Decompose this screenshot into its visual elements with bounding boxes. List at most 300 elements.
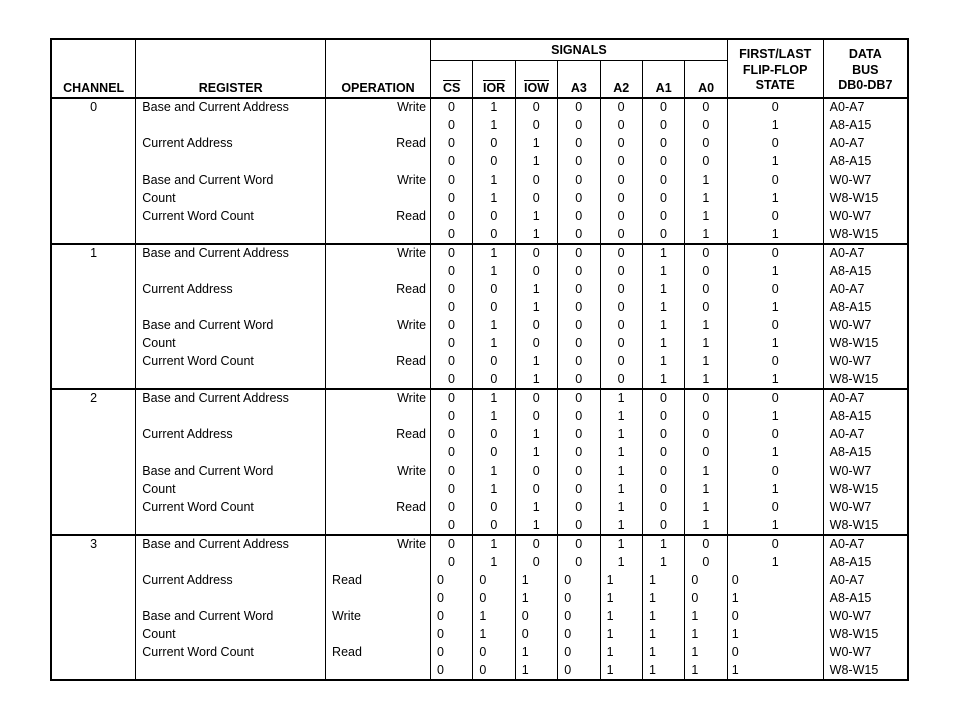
signal-a2-cell: 0 bbox=[600, 316, 642, 334]
signal-a1-cell: 0 bbox=[642, 98, 684, 116]
signal-a3-cell: 0 bbox=[558, 298, 600, 316]
table-row bbox=[51, 189, 908, 207]
signal-a1-cell: 0 bbox=[642, 171, 684, 189]
header-cs bbox=[431, 60, 473, 98]
flip-flop-cell: 0 bbox=[727, 462, 823, 480]
signal-a0-cell: 0 bbox=[685, 553, 727, 571]
data-bus-cell: W0-W7 bbox=[823, 207, 908, 225]
signal-cs-cell: 0 bbox=[431, 280, 473, 298]
data-bus-cell: W8-W15 bbox=[823, 334, 908, 352]
flip-flop-cell: 1 bbox=[727, 516, 823, 534]
operation-cell bbox=[326, 298, 431, 316]
header-channel: CHANNEL bbox=[51, 39, 136, 98]
table-row bbox=[51, 134, 908, 152]
operation-cell bbox=[326, 553, 431, 571]
data-bus-cell: W0-W7 bbox=[823, 353, 908, 371]
table-row bbox=[51, 625, 908, 643]
signal-a0-cell: 1 bbox=[685, 516, 727, 534]
signal-iow-cell: 0 bbox=[515, 262, 557, 280]
table-row bbox=[51, 498, 908, 516]
signal-iow-cell: 1 bbox=[515, 298, 557, 316]
channel-cell bbox=[51, 298, 136, 316]
signal-a3-cell: 0 bbox=[558, 171, 600, 189]
header-operation: OPERATION bbox=[326, 39, 431, 98]
header-data-bus-line-3: DB0-DB7 bbox=[838, 78, 893, 93]
signal-a0-cell: 0 bbox=[685, 571, 727, 589]
signal-ior-cell: 1 bbox=[473, 553, 515, 571]
signal-cs-cell: 0 bbox=[431, 371, 473, 389]
signal-iow-cell: 1 bbox=[515, 498, 557, 516]
register-cell bbox=[136, 662, 326, 680]
channel-cell bbox=[51, 407, 136, 425]
data-bus-cell: W0-W7 bbox=[823, 644, 908, 662]
operation-cell: Write bbox=[326, 535, 431, 553]
register-cell: Base and Current Address bbox=[136, 244, 326, 262]
data-bus-cell: A0-A7 bbox=[823, 571, 908, 589]
signal-iow-cell: 1 bbox=[515, 644, 557, 662]
flip-flop-cell: 0 bbox=[727, 607, 823, 625]
flip-flop-cell: 1 bbox=[727, 116, 823, 134]
table-row bbox=[51, 334, 908, 352]
flip-flop-cell: 0 bbox=[727, 644, 823, 662]
signal-a3-cell: 0 bbox=[558, 425, 600, 443]
channel-cell bbox=[51, 262, 136, 280]
signal-a1-cell: 0 bbox=[642, 389, 684, 407]
signal-a1-cell: 0 bbox=[642, 189, 684, 207]
flip-flop-cell: 1 bbox=[727, 189, 823, 207]
operation-cell: Write bbox=[326, 389, 431, 407]
register-cell: Base and Current Address bbox=[136, 98, 326, 116]
signal-iow-cell: 0 bbox=[515, 189, 557, 207]
signal-a1-cell: 1 bbox=[642, 607, 684, 625]
operation-cell bbox=[326, 371, 431, 389]
channel-cell bbox=[51, 553, 136, 571]
signal-cs-cell: 0 bbox=[431, 444, 473, 462]
signal-a3-cell: 0 bbox=[558, 389, 600, 407]
register-cell bbox=[136, 153, 326, 171]
header-signals: SIGNALS bbox=[431, 39, 728, 60]
operation-cell bbox=[326, 116, 431, 134]
signal-a2-cell: 0 bbox=[600, 262, 642, 280]
data-bus-cell: A0-A7 bbox=[823, 134, 908, 152]
operation-cell bbox=[326, 662, 431, 680]
signal-a2-cell: 1 bbox=[600, 644, 642, 662]
signal-ior-cell: 0 bbox=[473, 225, 515, 243]
flip-flop-cell: 0 bbox=[727, 280, 823, 298]
signal-ior-cell: 1 bbox=[473, 389, 515, 407]
signal-a0-cell: 1 bbox=[685, 480, 727, 498]
signal-cs-cell: 0 bbox=[431, 353, 473, 371]
signal-iow-cell: 1 bbox=[515, 571, 557, 589]
signal-ior-cell: 1 bbox=[473, 334, 515, 352]
register-cell: Base and Current Address bbox=[136, 535, 326, 553]
signal-cs-cell: 0 bbox=[431, 171, 473, 189]
operation-cell: Read bbox=[326, 644, 431, 662]
register-cell bbox=[136, 589, 326, 607]
flip-flop-cell: 0 bbox=[727, 389, 823, 407]
channel-cell bbox=[51, 480, 136, 498]
signal-ior-cell: 1 bbox=[473, 625, 515, 643]
header-flip-flop-line-2: FLIP-FLOP bbox=[742, 62, 808, 77]
operation-cell bbox=[326, 334, 431, 352]
signal-a3-cell: 0 bbox=[558, 98, 600, 116]
signal-iow-cell: 0 bbox=[515, 535, 557, 553]
signal-a0-cell: 1 bbox=[685, 353, 727, 371]
operation-cell: Write bbox=[326, 244, 431, 262]
signal-a2-cell: 0 bbox=[600, 298, 642, 316]
signal-a3-cell: 0 bbox=[558, 244, 600, 262]
signal-a1-cell: 1 bbox=[642, 553, 684, 571]
channel-cell bbox=[51, 171, 136, 189]
signal-ior-cell: 1 bbox=[473, 480, 515, 498]
signal-a3-cell: 0 bbox=[558, 625, 600, 643]
table-row bbox=[51, 516, 908, 534]
table-row bbox=[51, 389, 908, 407]
signal-a0-cell: 1 bbox=[685, 171, 727, 189]
signal-iow-cell: 0 bbox=[515, 407, 557, 425]
signal-a3-cell: 0 bbox=[558, 353, 600, 371]
signal-a0-cell: 1 bbox=[685, 207, 727, 225]
table-row bbox=[51, 571, 908, 589]
signal-iow-cell: 0 bbox=[515, 116, 557, 134]
flip-flop-cell: 1 bbox=[727, 553, 823, 571]
operation-cell: Write bbox=[326, 171, 431, 189]
header-flip-flop-line-1: FIRST/LAST bbox=[739, 47, 812, 62]
signal-a3-cell: 0 bbox=[558, 334, 600, 352]
signal-ior-cell: 0 bbox=[473, 644, 515, 662]
signal-a3-cell: 0 bbox=[558, 480, 600, 498]
signal-a3-cell: 0 bbox=[558, 207, 600, 225]
signal-iow-cell: 0 bbox=[515, 553, 557, 571]
flip-flop-cell: 1 bbox=[727, 153, 823, 171]
table-row bbox=[51, 280, 908, 298]
signal-a2-cell: 0 bbox=[600, 225, 642, 243]
signal-a2-cell: 0 bbox=[600, 116, 642, 134]
flip-flop-cell: 1 bbox=[727, 589, 823, 607]
register-table bbox=[50, 38, 909, 681]
signal-a1-cell: 0 bbox=[642, 153, 684, 171]
data-bus-cell: W0-W7 bbox=[823, 607, 908, 625]
signal-a2-cell: 1 bbox=[600, 516, 642, 534]
header-flip-flop-line-3: STATE bbox=[755, 78, 795, 93]
header-ior bbox=[473, 60, 515, 98]
signal-a0-cell: 0 bbox=[685, 389, 727, 407]
signal-ior-cell: 1 bbox=[473, 262, 515, 280]
signal-a2-cell: 1 bbox=[600, 589, 642, 607]
operation-cell bbox=[326, 407, 431, 425]
signal-a1-cell: 0 bbox=[642, 516, 684, 534]
signal-ior-cell: 1 bbox=[473, 462, 515, 480]
signal-cs-cell: 0 bbox=[431, 207, 473, 225]
register-cell: Current Address bbox=[136, 134, 326, 152]
header-data-bus-line-1: DATA bbox=[848, 47, 882, 62]
signal-a0-cell: 1 bbox=[685, 644, 727, 662]
signal-iow-cell: 1 bbox=[515, 371, 557, 389]
channel-cell bbox=[51, 425, 136, 443]
signal-a2-cell: 1 bbox=[600, 498, 642, 516]
table-row bbox=[51, 171, 908, 189]
channel-cell bbox=[51, 116, 136, 134]
signal-a0-cell: 0 bbox=[685, 153, 727, 171]
signal-ior-cell: 1 bbox=[473, 316, 515, 334]
flip-flop-cell: 0 bbox=[727, 244, 823, 262]
signal-iow-cell: 1 bbox=[515, 153, 557, 171]
signal-a3-cell: 0 bbox=[558, 553, 600, 571]
signal-a2-cell: 1 bbox=[600, 662, 642, 680]
header-iow-label: $\overline{IOW}$ bbox=[523, 80, 549, 95]
channel-cell bbox=[51, 316, 136, 334]
signal-cs-cell: 0 bbox=[431, 189, 473, 207]
data-bus-cell: A8-A15 bbox=[823, 116, 908, 134]
header-iow bbox=[515, 60, 557, 98]
signal-a3-cell: 0 bbox=[558, 607, 600, 625]
table-row bbox=[51, 662, 908, 680]
register-cell: Count bbox=[136, 189, 326, 207]
signal-iow-cell: 0 bbox=[515, 98, 557, 116]
signal-a1-cell: 1 bbox=[642, 353, 684, 371]
flip-flop-cell: 1 bbox=[727, 407, 823, 425]
signal-ior-cell: 1 bbox=[473, 407, 515, 425]
operation-cell bbox=[326, 480, 431, 498]
table-row bbox=[51, 444, 908, 462]
signal-a3-cell: 0 bbox=[558, 589, 600, 607]
channel-cell bbox=[51, 371, 136, 389]
table-row bbox=[51, 535, 908, 553]
signal-a0-cell: 1 bbox=[685, 316, 727, 334]
operation-cell bbox=[326, 225, 431, 243]
data-bus-cell: W8-W15 bbox=[823, 371, 908, 389]
channel-cell bbox=[51, 625, 136, 643]
operation-cell: Read bbox=[326, 280, 431, 298]
signal-cs-cell: 0 bbox=[431, 225, 473, 243]
signal-a3-cell: 0 bbox=[558, 116, 600, 134]
signal-cs-cell: 0 bbox=[431, 244, 473, 262]
channel-cell bbox=[51, 516, 136, 534]
signal-a1-cell: 0 bbox=[642, 425, 684, 443]
operation-cell: Read bbox=[326, 353, 431, 371]
signal-ior-cell: 0 bbox=[473, 298, 515, 316]
signal-a1-cell: 0 bbox=[642, 462, 684, 480]
flip-flop-cell: 0 bbox=[727, 498, 823, 516]
signal-a0-cell: 1 bbox=[685, 225, 727, 243]
flip-flop-cell: 1 bbox=[727, 480, 823, 498]
table-row bbox=[51, 371, 908, 389]
signal-a1-cell: 1 bbox=[642, 244, 684, 262]
signal-a1-cell: 0 bbox=[642, 444, 684, 462]
signal-ior-cell: 0 bbox=[473, 662, 515, 680]
signal-ior-cell: 0 bbox=[473, 498, 515, 516]
data-bus-cell: W0-W7 bbox=[823, 498, 908, 516]
operation-cell: Read bbox=[326, 425, 431, 443]
flip-flop-cell: 0 bbox=[727, 134, 823, 152]
channel-cell bbox=[51, 134, 136, 152]
register-cell: Base and Current Word bbox=[136, 607, 326, 625]
register-cell: Base and Current Address bbox=[136, 389, 326, 407]
data-bus-cell: A8-A15 bbox=[823, 153, 908, 171]
operation-cell: Read bbox=[326, 571, 431, 589]
data-bus-cell: W8-W15 bbox=[823, 189, 908, 207]
signal-a1-cell: 1 bbox=[642, 644, 684, 662]
signal-a0-cell: 1 bbox=[685, 462, 727, 480]
channel-cell: 2 bbox=[90, 391, 98, 406]
channel-cell: 3 bbox=[90, 536, 98, 551]
signal-a0-cell: 0 bbox=[685, 298, 727, 316]
table-row bbox=[51, 153, 908, 171]
table-row bbox=[51, 480, 908, 498]
data-bus-cell: W0-W7 bbox=[823, 462, 908, 480]
channel-cell bbox=[51, 462, 136, 480]
table-row bbox=[51, 244, 908, 262]
operation-cell bbox=[326, 625, 431, 643]
signal-a1-cell: 1 bbox=[642, 571, 684, 589]
signal-cs-cell: 0 bbox=[431, 480, 473, 498]
channel-cell bbox=[51, 571, 136, 589]
data-bus-cell: A0-A7 bbox=[823, 389, 908, 407]
signal-a3-cell: 0 bbox=[558, 462, 600, 480]
signal-a3-cell: 0 bbox=[558, 571, 600, 589]
channel-cell: 0 bbox=[90, 100, 98, 115]
signal-cs-cell: 0 bbox=[431, 98, 473, 116]
register-cell: Base and Current Word bbox=[136, 171, 326, 189]
register-cell bbox=[136, 298, 326, 316]
signal-a3-cell: 0 bbox=[558, 280, 600, 298]
signal-a0-cell: 1 bbox=[685, 189, 727, 207]
table-row bbox=[51, 316, 908, 334]
signal-a1-cell: 1 bbox=[642, 316, 684, 334]
signal-a0-cell: 0 bbox=[685, 280, 727, 298]
signal-a2-cell: 0 bbox=[600, 98, 642, 116]
signal-cs-cell: 0 bbox=[431, 589, 473, 607]
data-bus-cell: W0-W7 bbox=[823, 171, 908, 189]
table-row bbox=[51, 407, 908, 425]
signal-cs-cell: 0 bbox=[431, 553, 473, 571]
signal-cs-cell: 0 bbox=[431, 134, 473, 152]
signal-a2-cell: 0 bbox=[600, 371, 642, 389]
signal-cs-cell: 0 bbox=[431, 153, 473, 171]
signal-ior-cell: 1 bbox=[473, 116, 515, 134]
header-register: REGISTER bbox=[136, 39, 326, 98]
data-bus-cell: A8-A15 bbox=[823, 589, 908, 607]
signal-cs-cell: 0 bbox=[431, 498, 473, 516]
signal-a3-cell: 0 bbox=[558, 516, 600, 534]
signal-a1-cell: 1 bbox=[642, 280, 684, 298]
register-cell: Count bbox=[136, 480, 326, 498]
signal-a2-cell: 1 bbox=[600, 389, 642, 407]
channel-cell bbox=[51, 225, 136, 243]
register-cell: Current Word Count bbox=[136, 207, 326, 225]
table-row bbox=[51, 607, 908, 625]
register-cell bbox=[136, 225, 326, 243]
register-cell bbox=[136, 407, 326, 425]
signal-cs-cell: 0 bbox=[431, 462, 473, 480]
signal-a3-cell: 0 bbox=[558, 371, 600, 389]
table-row bbox=[51, 553, 908, 571]
signal-iow-cell: 0 bbox=[515, 462, 557, 480]
flip-flop-cell: 1 bbox=[727, 662, 823, 680]
data-bus-cell: A8-A15 bbox=[823, 444, 908, 462]
signal-ior-cell: 0 bbox=[473, 589, 515, 607]
signal-a3-cell: 0 bbox=[558, 153, 600, 171]
signal-a1-cell: 0 bbox=[642, 498, 684, 516]
table-row bbox=[51, 98, 908, 116]
signal-a1-cell: 0 bbox=[642, 407, 684, 425]
header-cs-label: $\overline{CS}$ bbox=[443, 80, 461, 95]
header-data-bus bbox=[823, 39, 908, 98]
signal-cs-cell: 0 bbox=[431, 262, 473, 280]
table-row bbox=[51, 644, 908, 662]
data-bus-cell: A0-A7 bbox=[823, 535, 908, 553]
channel-cell bbox=[51, 334, 136, 352]
signal-ior-cell: 0 bbox=[473, 353, 515, 371]
flip-flop-cell: 1 bbox=[727, 334, 823, 352]
signal-a2-cell: 0 bbox=[600, 353, 642, 371]
channel-cell bbox=[51, 444, 136, 462]
signal-cs-cell: 0 bbox=[431, 389, 473, 407]
table-row bbox=[51, 353, 908, 371]
signal-a2-cell: 0 bbox=[600, 244, 642, 262]
signal-a2-cell: 1 bbox=[600, 625, 642, 643]
operation-cell bbox=[326, 516, 431, 534]
signal-iow-cell: 0 bbox=[515, 480, 557, 498]
operation-cell bbox=[326, 189, 431, 207]
signal-a3-cell: 0 bbox=[558, 262, 600, 280]
signal-a0-cell: 0 bbox=[685, 116, 727, 134]
signal-ior-cell: 1 bbox=[473, 535, 515, 553]
signal-a3-cell: 0 bbox=[558, 444, 600, 462]
table-header bbox=[51, 39, 908, 98]
signal-cs-cell: 0 bbox=[431, 407, 473, 425]
signal-a1-cell: 1 bbox=[642, 334, 684, 352]
signal-a2-cell: 0 bbox=[600, 153, 642, 171]
signal-a2-cell: 1 bbox=[600, 553, 642, 571]
data-bus-cell: W8-W15 bbox=[823, 225, 908, 243]
signal-a0-cell: 0 bbox=[685, 262, 727, 280]
signal-iow-cell: 1 bbox=[515, 589, 557, 607]
operation-cell: Read bbox=[326, 134, 431, 152]
signal-a0-cell: 1 bbox=[685, 498, 727, 516]
signal-cs-cell: 0 bbox=[431, 334, 473, 352]
flip-flop-cell: 1 bbox=[727, 371, 823, 389]
signal-a3-cell: 0 bbox=[558, 535, 600, 553]
table-row bbox=[51, 207, 908, 225]
table-row bbox=[51, 589, 908, 607]
register-cell: Base and Current Word bbox=[136, 316, 326, 334]
flip-flop-cell: 1 bbox=[727, 262, 823, 280]
register-cell bbox=[136, 444, 326, 462]
register-cell: Base and Current Word bbox=[136, 462, 326, 480]
channel-cell bbox=[51, 280, 136, 298]
signal-iow-cell: 0 bbox=[515, 625, 557, 643]
signal-a0-cell: 0 bbox=[685, 407, 727, 425]
data-bus-cell: W8-W15 bbox=[823, 625, 908, 643]
channel-cell bbox=[51, 153, 136, 171]
table-row bbox=[51, 462, 908, 480]
signal-ior-cell: 1 bbox=[473, 607, 515, 625]
signal-a2-cell: 0 bbox=[600, 134, 642, 152]
flip-flop-cell: 0 bbox=[727, 353, 823, 371]
header-a0: A0 bbox=[685, 60, 727, 98]
signal-iow-cell: 0 bbox=[515, 244, 557, 262]
signal-iow-cell: 1 bbox=[515, 425, 557, 443]
signal-cs-cell: 0 bbox=[431, 425, 473, 443]
signal-ior-cell: 0 bbox=[473, 516, 515, 534]
register-cell: Current Word Count bbox=[136, 353, 326, 371]
signal-iow-cell: 0 bbox=[515, 334, 557, 352]
data-bus-cell: A8-A15 bbox=[823, 262, 908, 280]
operation-cell: Read bbox=[326, 207, 431, 225]
signal-cs-cell: 0 bbox=[431, 607, 473, 625]
data-bus-cell: A8-A15 bbox=[823, 553, 908, 571]
